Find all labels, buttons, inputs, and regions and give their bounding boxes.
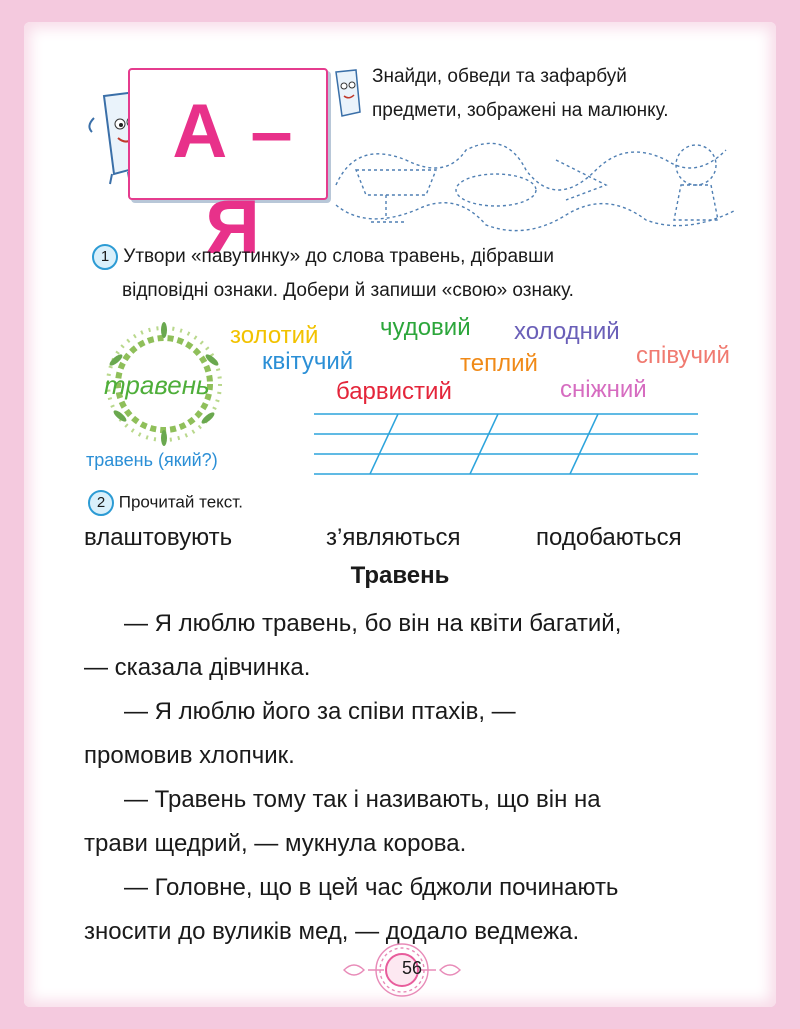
page-number: 56 [401, 958, 423, 978]
task2-instruction: Прочитай текст. [118, 492, 243, 512]
header-instruction-line2: предмети, зображені на малюнку. [372, 100, 669, 121]
task2-number-badge: 2 [88, 490, 114, 516]
verb-2: з’являються [326, 524, 461, 551]
task1-question: травень (який?) [86, 450, 218, 470]
story-line: трави щедрий, — мукнула корова. [84, 830, 467, 857]
alphabet-card [128, 68, 328, 270]
task1-line2: відповідні ознаки. Добери й запиши «свою» ознаку. [122, 280, 574, 301]
story-line: — Головне, що в цей час бджоли починають [124, 874, 619, 901]
task2-header [88, 490, 243, 516]
verb-1: влаштовують [84, 524, 233, 551]
card-letters: А – Я [172, 89, 294, 270]
adjective-kholodnyi: холодний [514, 318, 620, 345]
story-text [84, 602, 764, 954]
adjective-barvystyi: барвистий [336, 378, 452, 405]
adjective-snizhnyi: сніжний [560, 376, 647, 403]
hidden-objects-maze [326, 130, 746, 240]
adjective-teplyi: теплий [460, 350, 538, 377]
story-line: промовив хлопчик. [84, 742, 295, 769]
story-line: — сказала дівчинка. [84, 654, 311, 681]
small-pencil-icon [330, 66, 366, 122]
adjective-chudovyi: чудовий [380, 314, 471, 341]
verb-3: подобаються [536, 524, 682, 551]
writing-lines[interactable] [314, 408, 700, 478]
story-line: зносити до вуликів мед, — додало ведмежа. [84, 918, 580, 945]
task1-number-badge: 1 [92, 244, 118, 270]
adjective-kvituchyi: квітучий [262, 348, 354, 375]
task1-line1-text: Утвори «павутинку» до слова травень, дібравши [123, 246, 554, 268]
task1-line1 [92, 244, 554, 270]
story-line: — Травень тому так і називають, що він на [124, 786, 601, 813]
story-title: Травень [350, 562, 450, 589]
adjective-spivuchyi: співучий [636, 342, 730, 369]
header-instruction-line1: Знайди, обведи та зафарбуй [372, 66, 627, 87]
adjective-zolotyi: золотий [230, 322, 319, 349]
story-line: — Я люблю травень, бо він на квіти багатий, [124, 610, 622, 637]
story-line: — Я люблю його за співи птахів, — [124, 698, 516, 725]
center-word: травень [104, 370, 210, 400]
